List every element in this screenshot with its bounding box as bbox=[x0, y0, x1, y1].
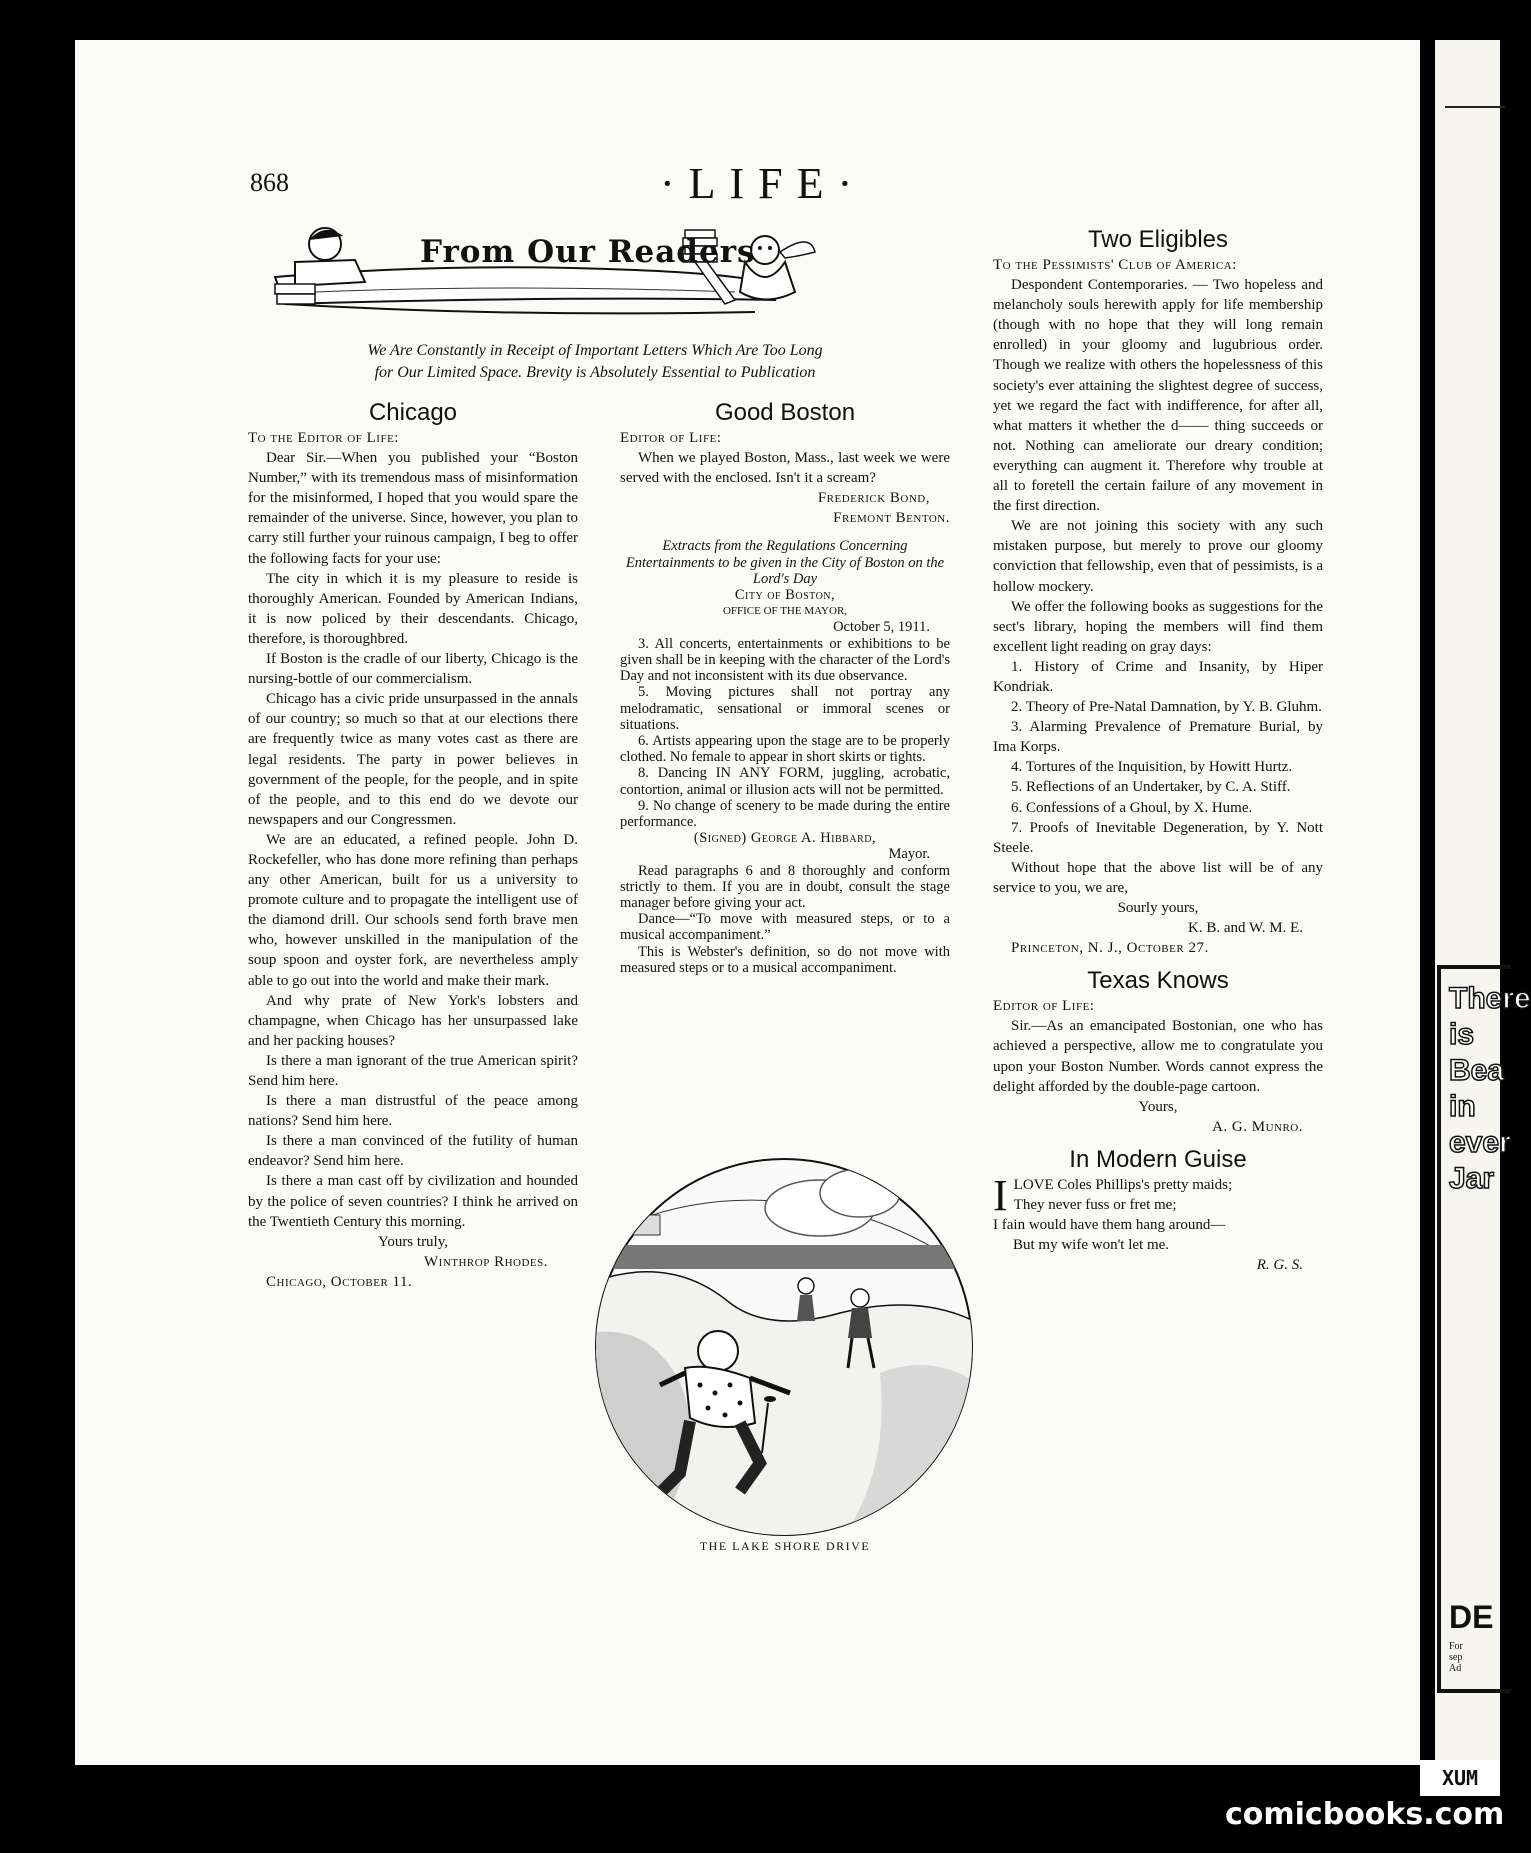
chicago-salutation: To the Editor of Life: bbox=[248, 430, 399, 446]
eligibles-final: Without hope that the above list will be of any service to you, we are, bbox=[993, 859, 1323, 896]
book-item: 3. Alarming Prevalence of Premature Burial, by Ima Korps. bbox=[993, 719, 1323, 756]
chicago-paragraph: And why prate of New York's lobsters and champagne, when Chicago has her unsurpassed lake and her packing houses? bbox=[248, 992, 578, 1049]
poem-dropcap: I bbox=[993, 1170, 1008, 1220]
intro-line-1: We Are Constantly in Receipt of Important Letters Which Are Too Long bbox=[367, 342, 823, 359]
boston-after-paragraph: Dance—“To move with measured steps, or to a musical accompaniment.” bbox=[620, 911, 950, 944]
eligibles-paragraph: We are not joining this society with any such mistaken purpose, but merely to prove our gloomy conviction that fellowship, even that of pessimists, is a hollow mockery. bbox=[993, 518, 1323, 595]
texas-title: Texas Knows bbox=[1087, 967, 1229, 995]
boston-signature-1: Frederick Bond, bbox=[817, 490, 930, 507]
boston-after-paragraph: This is Webster's definition, so do not move with measured steps or to a musical accompaniment. bbox=[620, 943, 950, 976]
chicago-closing: Yours truly, bbox=[377, 1233, 449, 1250]
lake-shore-cartoon bbox=[590, 1153, 978, 1541]
extract-date: October 5, 1911. bbox=[833, 619, 930, 636]
boston-title: Good Boston bbox=[714, 399, 856, 426]
boston-body: When we played Boston, Mass., last week we were served with the enclosed. Isn't it a scream? bbox=[620, 450, 950, 487]
chicago-letter bbox=[248, 398, 578, 1292]
regulation-item: 3. All concerts, entertainments or exhibitions to be given shall be in keeping with the character of the Lord's Day and not inconsistent with its due observance. bbox=[620, 635, 950, 685]
scan-tag: XUM bbox=[1420, 1760, 1500, 1796]
intro-line-2: for Our Limited Space. Brevity is Absolutely Essential to Publication bbox=[374, 364, 816, 381]
ad-headline: There is Bea in ever Jar bbox=[1449, 982, 1531, 1195]
chicago-paragraph: Is there a man ignorant of the true American spirit? Send him here. bbox=[248, 1052, 578, 1089]
texas-closing: Yours, bbox=[1138, 1098, 1178, 1115]
banner-title: From Our Readers bbox=[420, 234, 756, 270]
chicago-paragraph: Is there a man cast off by civilization and hounded by the police of seven countries? I think he arrived on the Twentieth Century this morning. bbox=[248, 1173, 578, 1230]
book-item: 5. Reflections of an Undertaker, by C. A. Stiff. bbox=[1011, 779, 1291, 796]
boston-letter bbox=[620, 398, 950, 976]
book-item: 6. Confessions of a Ghoul, by X. Hume. bbox=[1011, 799, 1253, 816]
facing-page-edge bbox=[1435, 40, 1531, 1765]
extract-mayor: Mayor. bbox=[888, 846, 930, 863]
chicago-paragraph: Chicago has a civic pride unsurpassed in the annals of our country; so much so that at our elections there are frequently twice as many votes cast as there are legal residents. The party in power believes in government of the people, for the people, and in spite of the people, and to this end do we devote our newspapers and our Congressmen. bbox=[248, 691, 578, 828]
chicago-paragraph: Is there a man convinced of the futility of human endeavor? Send him here. bbox=[248, 1133, 578, 1170]
poem-line: LOVE Coles Phillips's pretty maids; bbox=[1013, 1176, 1233, 1193]
chicago-paragraph: If Boston is the cradle of our liberty, Chicago is the nursing-bottle of our commercialism. bbox=[248, 651, 578, 688]
extract-signed: (Signed) George A. Hibbard, bbox=[693, 830, 877, 847]
right-column bbox=[993, 225, 1323, 1275]
boston-signature-2: Fremont Benton. bbox=[833, 510, 950, 527]
extract-office: OFFICE OF THE MAYOR, bbox=[722, 605, 848, 618]
chicago-title: Chicago bbox=[368, 399, 458, 426]
intro-note bbox=[250, 340, 940, 384]
eligibles-dateline: Princeton, N. J., October 27. bbox=[1011, 940, 1209, 957]
poem-line: I fain would have them hang around— bbox=[993, 1217, 1226, 1234]
regulation-item: 9. No change of scenery to be made during the entire performance. bbox=[620, 797, 950, 830]
eligibles-paragraph: We offer the following books as suggestions for the sect's library, hoping the members will find them excellent light reading on gray days: bbox=[993, 598, 1323, 655]
extract-city: City of Boston, bbox=[734, 587, 836, 604]
ad-brand: DE bbox=[1449, 1599, 1494, 1635]
guise-title: In Modern Guise bbox=[1069, 1145, 1247, 1173]
regulation-item: 5. Moving pictures shall not portray any melodramatic, sensational or immoral scenes or situations. bbox=[620, 684, 950, 733]
cartoon-caption: THE LAKE SHORE DRIVE bbox=[699, 1539, 871, 1553]
chicago-signature: Winthrop Rhodes. bbox=[424, 1253, 548, 1270]
regulation-item: 6. Artists appearing upon the stage are to be properly clothed. No female to appear in short skirts or tights. bbox=[620, 732, 950, 766]
masthead: ·LIFE· bbox=[660, 159, 867, 208]
eligibles-title: Two Eligibles bbox=[1087, 226, 1229, 253]
book-item: 4. Tortures of the Inquisition, by Howitt Hurtz. bbox=[1011, 759, 1293, 776]
book-item: 7. Proofs of Inevitable Degeneration, by Y. Nott Steele. bbox=[993, 819, 1323, 856]
eligibles-paragraph: Despondent Contemporaries. — Two hopeless and melancholy souls herewith apply for life membership (though with no hope that they will long remain enrolled) in your gloomy and lugubrious order. Though we realize with others the hopelessness of this society's ever attaining the slightest degree of success, yet we regard the fact with indifference, for after all, what matters it whether the d—— thing succeeds or not. Nothing can ameliorate our dreary condition; everything can augment it. Therefore why trouble at all to foretell the certain failure of any movement in the first direction. bbox=[993, 277, 1323, 515]
site-watermark: comicbooks.com bbox=[1225, 1797, 1505, 1832]
golf-cartoon-illustration bbox=[590, 1153, 978, 1541]
book-item: 1. History of Crime and Insanity, by Hiper Kondriak. bbox=[993, 658, 1323, 695]
poem-line: They never fuss or fret me; bbox=[1013, 1197, 1177, 1214]
ad-small-text: For sep Ad bbox=[1449, 1641, 1463, 1674]
extract-heading: Extracts from the Regulations Concerning Entertainments to be given in the City of Boston on the Lord's Day bbox=[625, 538, 945, 587]
texas-body: Sir.—As an emancipated Bostonian, one who has achieved a perspective, allow me to congratulate you upon your Boston Number. Words cannot express the delight afforded by the double-page cartoon. bbox=[993, 1018, 1323, 1095]
regulation-item: 8. Dancing IN ANY FORM, juggling, acrobatic, contortion, animal or illusion acts will not be permitted. bbox=[620, 765, 950, 798]
readers-banner bbox=[255, 222, 945, 322]
texas-salutation: Editor of Life: bbox=[993, 998, 1095, 1015]
facing-page-rule bbox=[1445, 106, 1505, 108]
texas-signature: A. G. Munro. bbox=[1212, 1118, 1303, 1135]
chicago-paragraph: Dear Sir.—When you published your “Boston Number,” with its tremendous mass of misinformation for the misinformed, I hoped that you would spare the remainder of the universe. Since, however, you plan to carry still further your ruinous campaign, I beg to offer the following facts for your use: bbox=[248, 450, 578, 567]
poem-signature: R. G. S. bbox=[1256, 1257, 1303, 1274]
chicago-paragraph: Is there a man distrustful of the peace among nations? Send him here. bbox=[248, 1093, 578, 1130]
chicago-dateline: Chicago, October 11. bbox=[266, 1273, 413, 1290]
boston-salutation: Editor of Life: bbox=[620, 430, 722, 446]
chicago-paragraph: The city in which it is my pleasure to reside is thoroughly American. Founded by American Indians, it is now policed by their descendants. Chicago, therefore, is thoroughbred. bbox=[248, 570, 578, 647]
guise-poem bbox=[993, 1170, 1323, 1275]
eligibles-signature: K. B. and W. M. E. bbox=[1187, 920, 1303, 937]
boston-after-paragraph: Read paragraphs 6 and 8 thoroughly and conform strictly to them. If you are in doubt, consult the stage manager before giving your act. bbox=[620, 862, 950, 911]
chicago-paragraph: We are an educated, a refined people. John D. Rockefeller, who has done more refining than perhaps any other American, built for us a university to promote culture and to propagate the intelligent use of the diamond drill. Our schools send forth brave men who, however unskilled in the manipulation of the soup spoon and oyster fork, are nevertheless amply able to go out into the world and make their mark. bbox=[248, 831, 578, 989]
poem-line: But my wife won't let me. bbox=[1013, 1237, 1170, 1254]
eligibles-closing: Sourly yours, bbox=[1117, 900, 1199, 916]
facing-page-advertisement bbox=[1437, 965, 1531, 1693]
book-item: 2. Theory of Pre-Natal Damnation, by Y. B. Gluhm. bbox=[1011, 699, 1322, 716]
page-number: 868 bbox=[250, 168, 289, 197]
eligibles-salutation: To the Pessimists' Club of America: bbox=[993, 257, 1237, 273]
